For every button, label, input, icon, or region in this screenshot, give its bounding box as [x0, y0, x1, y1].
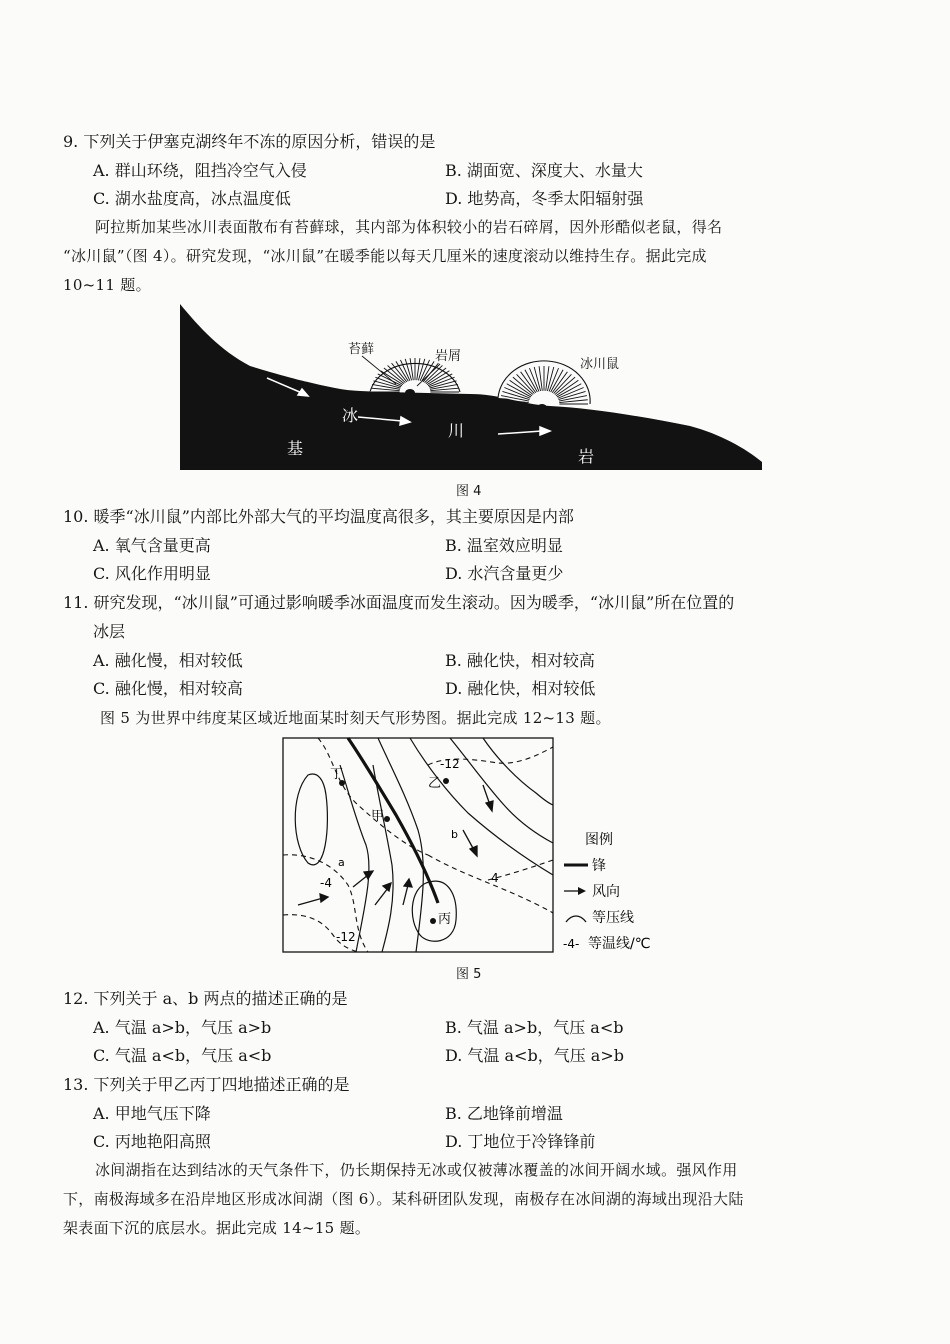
intro-12-13: 图 5 为世界中纬度某区域近地面某时刻天气形势图。据此完成 12~13 题。 [100, 709, 611, 727]
q9-stem: 9. 下列关于伊塞克湖终年不冻的原因分析，错误的是 [63, 132, 436, 151]
legend-isobar: 等压线 [592, 910, 634, 926]
point-yi [443, 778, 449, 784]
figure-5-weather-map [278, 735, 673, 957]
label-chuan: 川 [448, 421, 465, 440]
intro-14-15-line2: 下，南极海域多在沿岸地区形成冰间湖（图 6）。某科研团队发现，南极存在冰间湖的海域出现沿大陆 [63, 1190, 744, 1208]
legend-wind-head [578, 887, 586, 895]
label-isotherm-minus12-top: -12 [440, 757, 460, 771]
q12-option-d: D. 气温 a<b，气压 a>b [445, 1046, 624, 1065]
intro-10-11-line2: “冰川鼠”（图 4）。研究发现，“冰川鼠”在暖季能以每天几厘米的速度滚动以维持生存。据此完成 [63, 247, 707, 265]
intro-14-15-line1: 冰间湖指在达到结冰的天气条件下，仍长期保持无冰或仅被薄冰覆盖的冰间开阔水域。强风作用 [95, 1161, 738, 1179]
q9-option-c: C. 湖水盐度高，冰点温度低 [93, 189, 291, 208]
intro-10-11-line3: 10~11 题。 [63, 276, 151, 294]
q10-option-b: B. 温室效应明显 [445, 536, 563, 555]
q12-option-a: A. 气温 a>b，气压 a>b [93, 1018, 272, 1037]
label-glacier-mouse: 冰川鼠 [580, 357, 620, 372]
q9-option-d: D. 地势高，冬季太阳辐射强 [445, 189, 644, 208]
q13-option-b: B. 乙地锋前增温 [445, 1104, 563, 1123]
intro-10-11-line1: 阿拉斯加某些冰川表面散布有苔藓球，其内部为体积较小的岩石碎屑，因外形酷似老鼠，得名 [95, 218, 723, 236]
label-moss: 苔藓 [348, 342, 375, 357]
label-bing: 冰 [342, 406, 359, 425]
label-isotherm-minus4: -4 [320, 876, 332, 890]
legend-isotherm: 等温线/℃ [588, 936, 651, 952]
legend-isobar-swatch [566, 916, 586, 922]
q10-option-a: A. 氧气含量更高 [93, 536, 211, 555]
legend-front: 锋 [592, 858, 606, 874]
map-frame [283, 738, 553, 952]
q11-option-a: A. 融化慢，相对较低 [93, 651, 243, 670]
q10-stem: 10. 暖季“冰川鼠”内部比外部大气的平均温度高很多，其主要原因是内部 [63, 507, 574, 526]
q11-option-b: B. 融化快，相对较高 [445, 651, 595, 670]
q11-option-c: C. 融化慢，相对较高 [93, 679, 243, 698]
figure-4-glacier-mouse [170, 298, 770, 476]
debris-core-1 [405, 389, 415, 397]
label-a: a [338, 856, 345, 869]
q13-option-c: C. 丙地艳阳高照 [93, 1132, 211, 1151]
q12-option-c: C. 气温 a<b，气压 a<b [93, 1046, 272, 1065]
q12-option-b: B. 气温 a>b，气压 a<b [445, 1018, 624, 1037]
legend-wind: 风向 [592, 884, 620, 900]
legend-isotherm-mark: -4- [563, 937, 580, 951]
q13-option-a: A. 甲地气压下降 [93, 1104, 211, 1123]
glacier-bedrock-silhouette [180, 304, 762, 470]
point-bing [430, 918, 436, 924]
label-isotherm-minus12-bottom: -12 [336, 930, 356, 944]
q9-option-b: B. 湖面宽、深度大、水量大 [445, 161, 643, 180]
q11-option-d: D. 融化快，相对较低 [445, 679, 596, 698]
debris-core-2 [537, 404, 547, 412]
point-jia [384, 816, 390, 822]
label-bing: 丙 [438, 912, 452, 927]
q12-stem: 12. 下列关于 a、b 两点的描述正确的是 [63, 989, 348, 1008]
figure-5-caption: 图 5 [456, 967, 482, 982]
q11-stem-line2: 冰层 [93, 622, 126, 641]
label-b: b [451, 828, 458, 841]
q9-option-a: A. 群山环绕，阻挡冷空气入侵 [93, 161, 307, 180]
label-yi: 乙 [428, 776, 442, 791]
q11-stem-line1: 11. 研究发现，“冰川鼠”可通过影响暖季冰面温度而发生滚动。因为暖季，“冰川鼠”所在位置的 [63, 593, 735, 612]
label-ji: 基 [287, 439, 304, 458]
label-yan: 岩 [578, 447, 595, 466]
figure-4-caption: 图 4 [456, 484, 482, 499]
q13-option-d: D. 丁地位于冷锋锋前 [445, 1132, 596, 1151]
q10-option-d: D. 水汽含量更少 [445, 564, 564, 583]
label-ding: 丁 [330, 767, 344, 782]
label-debris: 岩屑 [435, 349, 462, 364]
q13-stem: 13. 下列关于甲乙丙丁四地描述正确的是 [63, 1075, 350, 1094]
label-jia: 甲 [371, 809, 385, 824]
label-isotherm-4: 4 [491, 871, 499, 885]
legend-title: 图例 [585, 832, 613, 848]
intro-14-15-line3: 架表面下沉的底层水。据此完成 14~15 题。 [63, 1219, 371, 1237]
q10-option-c: C. 风化作用明显 [93, 564, 211, 583]
